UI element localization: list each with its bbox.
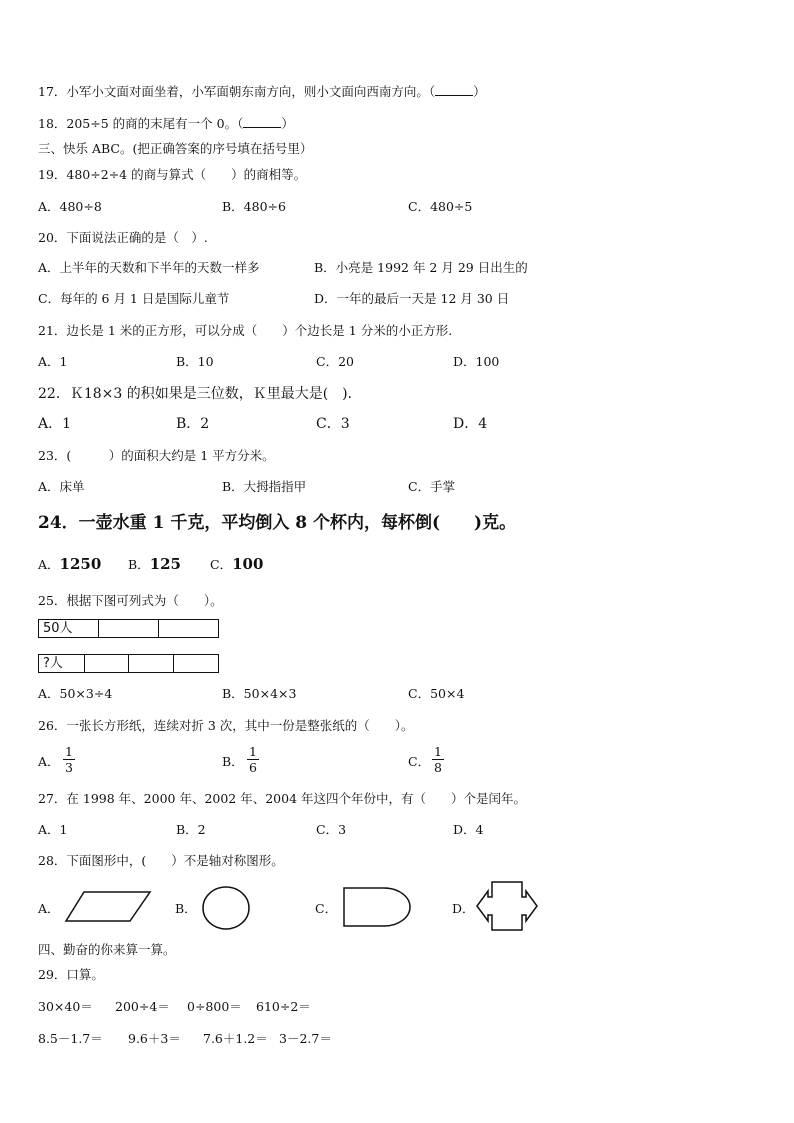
segment-label: 50人 [39, 620, 99, 637]
question-21-stem: 21．边长是 1 米的正方形，可以分成（ ）个边长是 1 分米的小正方形. [38, 323, 453, 338]
fraction-one-sixth: $\frac{1}{6}$ [247, 744, 259, 775]
question-28-stem: 28．下面图形中，( ）不是轴对称图形。 [38, 853, 284, 868]
option-b[interactable]: B． [222, 754, 244, 769]
fraction-one-eighth: $\frac{1}{8}$ [432, 744, 444, 775]
question-27-stem: 27．在 1998 年、2000 年、2002 年、2004 年这四个年份中，有（ ）个是闰年。 [38, 791, 527, 806]
oral-calc-item: 610÷2＝ [256, 999, 311, 1014]
option-a[interactable]: A． [38, 901, 60, 916]
option-a[interactable]: A．1 [38, 416, 72, 432]
option-d[interactable]: D．4 [453, 822, 484, 837]
option-b[interactable]: B．大拇指指甲 [222, 479, 307, 494]
bar-diagram-50 [38, 619, 219, 638]
question-29-stem: 29．口算。 [38, 967, 104, 982]
option-d[interactable]: D．一年的最后一天是 12 月 30 日 [314, 291, 510, 306]
option-a[interactable]: A．50×3÷4 [38, 686, 113, 701]
segment [159, 620, 218, 637]
segment [129, 655, 174, 672]
option-a[interactable]: A．1250 [38, 555, 102, 573]
bar-diagram-unknown [38, 654, 219, 673]
oral-calc-item: 0÷800＝ [187, 999, 242, 1014]
option-c[interactable]: C．20 [316, 354, 354, 369]
option-c[interactable]: C．50×4 [408, 686, 465, 701]
question-19-stem: 19．480÷2÷4 的商与算式（ ）的商相等。 [38, 167, 307, 182]
question-17: 17．小军小文面对面坐着，小军面朝东南方向，则小文面向西南方向。（ ） [38, 84, 486, 99]
option-b[interactable]: B．小亮是 1992 年 2 月 29 日出生的 [314, 260, 528, 275]
option-b[interactable]: B．2 [176, 822, 206, 837]
oral-calc-item: 30×40＝ [38, 999, 93, 1014]
option-b[interactable]: B．125 [128, 555, 181, 573]
parallelogram-shape [64, 890, 154, 924]
option-d[interactable]: D． [452, 901, 475, 916]
question-25-stem: 25．根据下图可列式为（ ）。 [38, 593, 223, 608]
arch-rectangle-shape [342, 886, 412, 928]
option-b[interactable]: B．2 [176, 416, 210, 432]
option-d[interactable]: D．4 [453, 416, 488, 432]
question-26-stem: 26．一张长方形纸，连续对折 3 次，其中一份是整张纸的（ ）。 [38, 718, 414, 733]
option-b[interactable]: B．50×4×3 [222, 686, 297, 701]
answer-blank[interactable] [243, 117, 281, 128]
segment [174, 655, 219, 672]
option-b[interactable]: B． [175, 901, 197, 916]
option-c[interactable]: C．3 [316, 822, 347, 837]
question-18: 18．205÷5 的商的末尾有一个 0。（ ） [38, 116, 294, 131]
answer-blank[interactable] [435, 85, 473, 96]
question-20-stem: 20．下面说法正确的是（ ）. [38, 230, 208, 245]
oral-calc-item: 3－2.7＝ [279, 1031, 332, 1046]
section-4-heading: 四、勤奋的你来算一算。 [38, 942, 176, 957]
question-23-stem: 23．( ）的面积大约是 1 平方分米。 [38, 448, 275, 463]
option-c[interactable]: C．100 [210, 555, 264, 573]
cross-arrows-shape [474, 880, 540, 932]
option-c[interactable]: C．3 [316, 416, 350, 432]
question-22-stem: 22．Ｋ18×3 的积如果是三位数，Ｋ里最大是( )． [38, 386, 362, 402]
option-c[interactable]: C．手掌 [408, 479, 456, 494]
circle-shape [200, 884, 252, 932]
option-c[interactable]: C． [315, 901, 338, 916]
option-b[interactable]: B．10 [176, 354, 214, 369]
section-3-heading: 三、快乐 ABC。(把正确答案的序号填在括号里） [38, 141, 313, 156]
segment [85, 655, 130, 672]
option-b[interactable]: B．480÷6 [222, 199, 286, 214]
segment [99, 620, 158, 637]
oral-calc-item: 200÷4＝ [115, 999, 170, 1014]
option-c[interactable]: C．480÷5 [408, 199, 473, 214]
option-a[interactable]: A．1 [38, 354, 68, 369]
option-a[interactable]: A．上半年的天数和下半年的天数一样多 [38, 260, 260, 275]
oral-calc-item: 7.6＋1.2＝ [203, 1031, 268, 1046]
option-a[interactable]: A． [38, 754, 60, 769]
option-a[interactable]: A．480÷8 [38, 199, 102, 214]
oral-calc-item: 9.6＋3＝ [128, 1031, 181, 1046]
oral-calc-item: 8.5－1.7＝ [38, 1031, 103, 1046]
option-a[interactable]: A．1 [38, 822, 68, 837]
option-c[interactable]: C． [408, 754, 431, 769]
option-c[interactable]: C．每年的 6 月 1 日是国际儿童节 [38, 291, 230, 306]
question-24-stem: 24．一壶水重 1 千克，平均倒入 8 个杯内，每杯倒( )克。 [38, 513, 517, 533]
fraction-one-third: $\frac{1}{3}$ [63, 744, 75, 775]
option-a[interactable]: A．床单 [38, 479, 85, 494]
segment-label: ?人 [39, 655, 85, 672]
option-d[interactable]: D．100 [453, 354, 500, 369]
